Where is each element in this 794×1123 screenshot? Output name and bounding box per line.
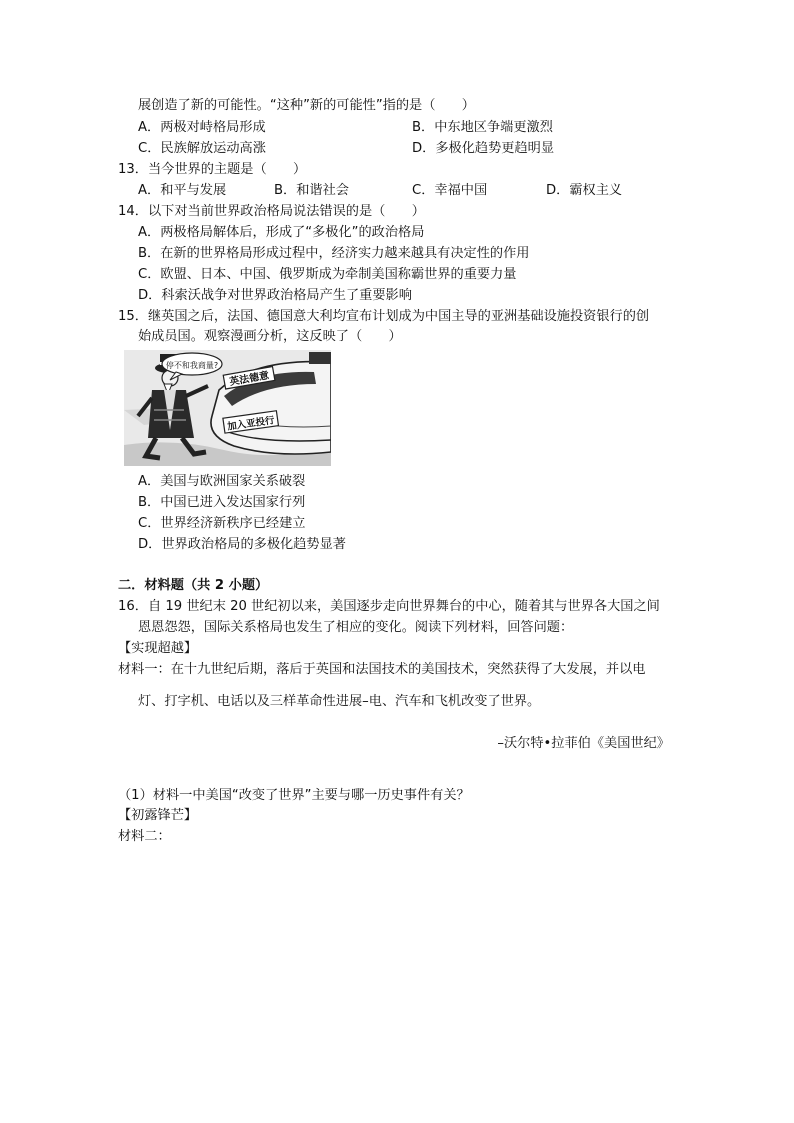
- q13-option-d: D．霸权主义: [546, 183, 623, 198]
- q15-option-a: A．美国与欧洲国家关系破裂: [138, 474, 306, 489]
- q16-material2-label: 材料二：: [118, 829, 171, 844]
- q15-stem-line2: 始成员国。观察漫画分析，这反映了（ ）: [138, 329, 402, 344]
- q13-stem: 13．当今世界的主题是（ ）: [118, 162, 307, 177]
- section-title: 二．材料题（共 2 小题）: [118, 578, 269, 593]
- q14-option-b: B．在新的世界格局形成过程中，经济实力越来越具有决定性的作用: [138, 246, 530, 261]
- q12-option-c: C．民族解放运动高涨: [138, 141, 266, 156]
- q13-option-c: C．幸福中国: [412, 183, 488, 198]
- q13-option-a: A．和平与发展: [138, 183, 227, 198]
- q12-option-a: A．两极对峙格局形成: [138, 120, 266, 135]
- q16-stem-line2: 恩恩怨怨，国际关系格局也发生了相应的变化。阅读下列材料，回答问题：: [138, 620, 574, 635]
- cartoon-banner-label: 加入亚投行: [226, 415, 276, 433]
- q16-material1-line1: 材料一：在十九世纪后期，落后于英国和法国技术的美国技术，突然获得了大发展，并以电: [118, 662, 646, 677]
- q15-option-c: C．世界经济新秩序已经建立: [138, 516, 306, 531]
- cartoon-image: [124, 350, 331, 466]
- q15-option-b: B．中国已进入发达国家行列: [138, 495, 306, 510]
- q14-option-c: C．欧盟、日本、中国、俄罗斯成为牵制美国称霸世界的重要力量: [138, 267, 517, 282]
- q13-option-b: B．和谐社会: [274, 183, 349, 198]
- q12-option-d: D．多极化趋势更趋明显: [412, 141, 555, 156]
- q16-material1-line2: 灯、打字机、电话以及三样革命性进展–电、汽车和飞机改变了世界。: [138, 694, 541, 709]
- q16-subquestion-1: （1）材料一中美国“改变了世界”主要与哪一历史事件有关？: [118, 788, 470, 803]
- q16-tag-emerging: 【初露锋芒】: [118, 808, 198, 823]
- q15-option-d: D．世界政治格局的多极化趋势显著: [138, 537, 346, 552]
- q12-option-b: B．中东地区争端更激烈: [412, 120, 553, 135]
- q12-stem-continuation: 展创造了新的可能性。“这种”新的可能性”指的是（ ）: [138, 98, 475, 113]
- q14-stem: 14．以下对当前世界政治格局说法错误的是（ ）: [118, 204, 425, 219]
- q15-stem-line1: 15．继英国之后，法国、德国意大利均宣布计划成为中国主导的亚洲基础设施投资银行的创: [118, 309, 650, 324]
- q16-stem-line1: 16．自 19 世纪末 20 世纪初以来，美国逐步走向世界舞台的中心，随着其与世界各大国之间: [118, 599, 660, 614]
- q16-material1-source: –沃尔特•拉菲伯《美国世纪》: [497, 736, 670, 751]
- q16-tag-achieve: 【实现超越】: [118, 641, 198, 656]
- q14-option-d: D．科索沃战争对世界政治格局产生了重要影响: [138, 288, 412, 303]
- cartoon-train-label: 英法德意: [228, 370, 270, 389]
- cartoon-speech-bubble: 停不和我商量?: [165, 361, 219, 370]
- q14-option-a: A．两极格局解体后，形成了“多极化”的政治格局: [138, 225, 425, 240]
